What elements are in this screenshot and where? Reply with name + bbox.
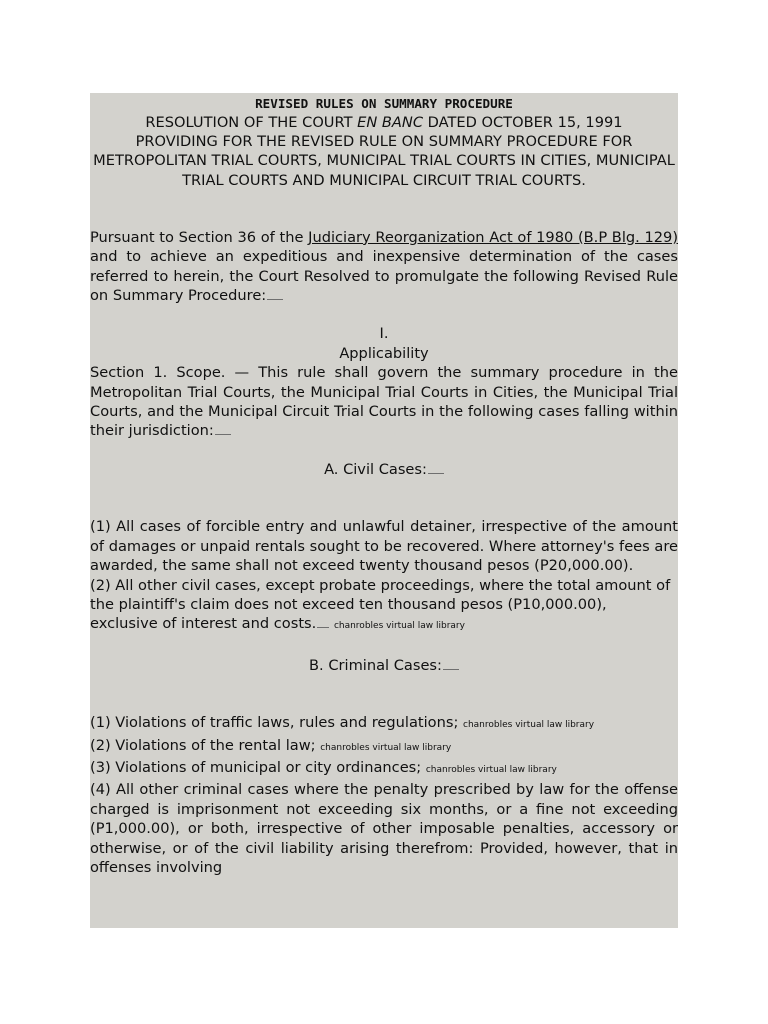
section-1-text: Section 1. Scope. — This rule shall govern the summary procedure in the Metropolitan Trial Courts, the Municipal Trial Courts in Cities, the Municipal Trial Courts, and the Municipal Circuit Trial Courts in the following cases falling within their jurisdiction: [90, 364, 678, 440]
watermark-text: chanrobles virtual law library [463, 720, 595, 731]
criminal-item-2 [90, 736, 678, 758]
criminal-item-1 [90, 713, 678, 735]
resolution-text: RESOLUTION OF THE COURT [145, 114, 358, 131]
blank-line [428, 472, 444, 474]
watermark-text: chanrobles virtual law library [320, 742, 452, 753]
resolution-subject: PROVIDING FOR THE REVISED RULE ON SUMMARY PROCEDURE FOR METROPOLITAN TRIAL COURTS, MUNICIPAL TRIAL COURTS IN CITIES, MUNICIPAL TRIAL COURTS AND MUNICIPAL CIRCUIT TRIAL COURTS. [93, 133, 675, 189]
blank-line [317, 626, 329, 628]
civil-item-2-text: (2) All other civil cases, except probate proceedings, where the total amount of the plaintiff's claim does not exceed ten thousand pesos (P10,000.00), exclusive of interest and costs. [90, 576, 671, 633]
criminal-cases-heading [90, 656, 678, 675]
part-title: Applicability [339, 344, 429, 362]
civil-item-1: (1) All cases of forcible entry and unlawful detainer, irrespective of the amount of damages or unpaid rentals sought to be recovered. Where attorney's fees are awarded, the same shall not exceed twenty thousand pesos (P20,000.00). [90, 518, 678, 575]
watermark-text: chanrobles virtual law library [425, 764, 557, 775]
civil-heading-text: A. Civil Cases: [324, 460, 427, 478]
en-banc-italic: EN BANC [357, 114, 424, 131]
part-number: I. [379, 325, 389, 343]
blank-line [215, 433, 231, 435]
criminal-item-3 [90, 758, 678, 780]
criminal-heading-text: B. Criminal Cases: [309, 656, 442, 674]
intro-text-pre: Pursuant to Section 36 of the [90, 228, 309, 246]
criminal-item-1-text: (1) Violations of traffic laws, rules and regulations; [90, 714, 459, 732]
intro-text-post: and to achieve an expeditious and inexpensive determination of the cases referred to herein, the Court Resolved to promulgate the following Revised Rule on Summary Procedure: [90, 248, 678, 305]
criminal-item-4: (4) All other criminal cases where the penalty prescribed by law for the offense charged is imprisonment not exceeding six months, or a fine not exceeding (P1,000.00), or both, irrespective of other imposable penalties, accessory or otherwise, or of the civil liability arising therefrom: Provided, however, that in offenses involving [90, 781, 678, 876]
blank-line [267, 298, 283, 300]
blank-line [443, 668, 459, 670]
resolution-heading [90, 113, 678, 190]
judiciary-act-link[interactable]: Judiciary Reorganization Act of 1980 (B.P Blg. 129) [308, 228, 678, 246]
watermark-text: chanrobles virtual law library [333, 621, 465, 632]
resolution-date: DATED OCTOBER 15, 1991 [423, 114, 623, 131]
civil-cases-heading [90, 460, 678, 479]
document-title: REVISED RULES ON SUMMARY PROCEDURE [255, 96, 513, 111]
criminal-item-2-text: (2) Violations of the rental law; [90, 736, 316, 754]
criminal-item-3-text: (3) Violations of municipal or city ordinances; [90, 758, 422, 776]
civil-item-2 [90, 576, 678, 637]
section-1-scope [90, 363, 678, 441]
document-page [90, 93, 678, 928]
intro-paragraph [90, 228, 678, 306]
